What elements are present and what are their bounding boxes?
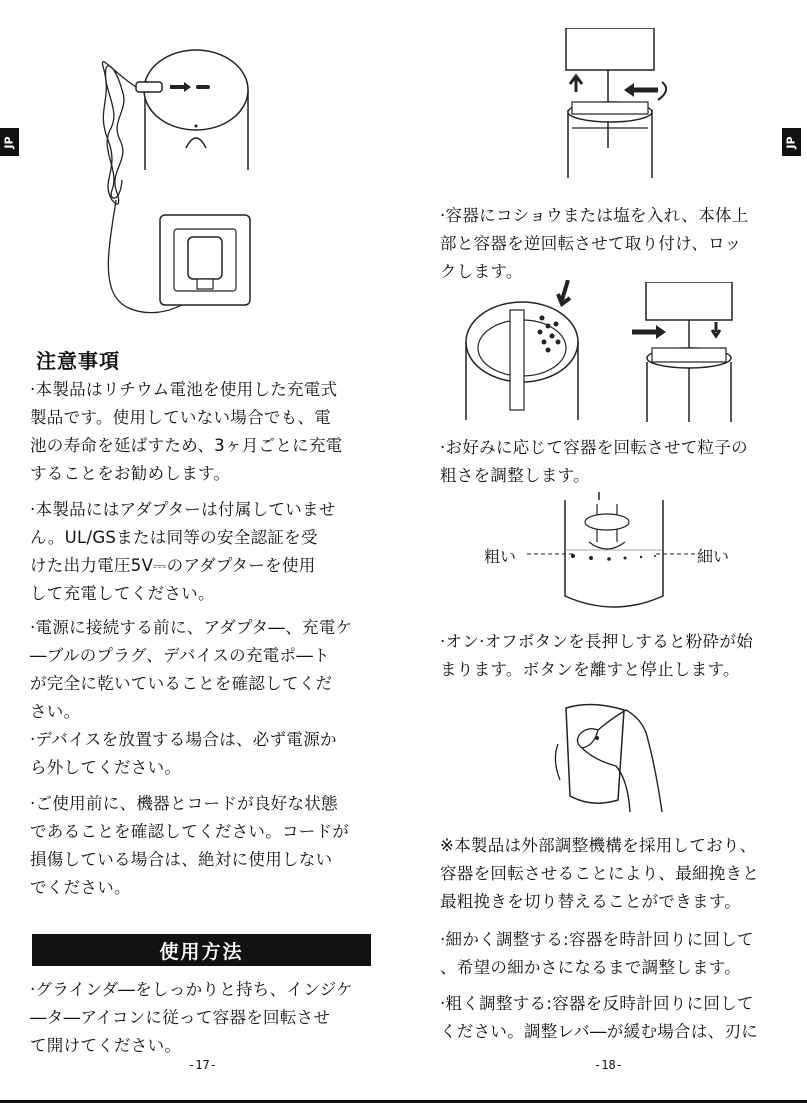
caution-battery: ·本製品はリチウム電池を使用した充電式 製品です。使用していない場合でも、電 池の寿命を延ばすため、3ヶ月ごとに充電 することをお勧めします。 <box>30 380 343 483</box>
fill-container-step: ·容器にコショウまたは塩を入れ、本体上 部と容器を逆回転させて取り付け、ロッ クします。 <box>440 206 749 281</box>
press-button-illustration <box>544 700 664 812</box>
fine-adjust-step: ·細かく調整する:容器を時計回りに回して 、希望の細かさになるまで調整します。 <box>440 930 754 977</box>
pour-pepper-illustration <box>462 280 580 420</box>
usage-heading-banner: 使用方法 <box>32 934 371 966</box>
caution-dry: ·電源に接続する前に、アダプタ―、充電ケ ―ブルのプラグ、デバイスの充電ポ―ト が完全に乾いていることを確認してくだ さい。 <box>30 618 353 721</box>
caution-adapter: ·本製品にはアダプターは付属していませ ん。UL/GSまたは同等の安全認証を受 けた出力電圧5V⎓のアダプターを使用 して充電してください。 <box>30 500 336 603</box>
fine-label: 細い <box>697 547 730 566</box>
open-container-illustration <box>554 28 694 178</box>
attach-container-illustration <box>632 282 762 422</box>
charging-illustration <box>90 30 260 330</box>
coarse-dashed-line <box>527 548 575 560</box>
left-page <box>0 0 403 1103</box>
usage-open-step: ·グラインダ―をしっかりと持ち、インジケ ―タ―アイコンに従って容器を回転させ て開けてください。 <box>30 980 353 1055</box>
adjust-grind-step: ·お好みに応じて容器を回転させて粒子の 粗さを調整します。 <box>440 438 748 485</box>
coarse-adjust-step: ·粗く調整する:容器を反時計回りに回して ください。調整レバ―が緩む場合は、刃に <box>440 994 759 1041</box>
right-page <box>404 0 807 1103</box>
grind-adjust-illustration <box>559 492 669 618</box>
language-tab: JP <box>0 128 19 156</box>
cautions-heading: 注意事項 <box>36 349 120 373</box>
fine-dashed-line <box>656 548 696 560</box>
page-number: -18- <box>594 1058 623 1072</box>
external-adjust-note: ※本製品は外部調整機構を採用しており、 容器を回転させることにより、最細挽きと 最粗挽きを切り替えることができます。 <box>440 836 760 911</box>
language-tab: JP <box>782 128 801 156</box>
caution-inspect: ·ご使用前に、機器とコードが良好な状態 であることを確認してください。コードが 損傷している場合は、絶対に使用しない でください。 <box>30 794 350 897</box>
coarse-label: 粗い <box>484 547 517 566</box>
caution-unplug: ·デバイスを放置する場合は、必ず電源か ら外してください。 <box>30 730 337 777</box>
page-number: -17- <box>188 1058 217 1072</box>
power-button-step: ·オン·オフボタンを長押しすると粉砕が始 まります。ボタンを離すと停止します。 <box>440 632 753 679</box>
